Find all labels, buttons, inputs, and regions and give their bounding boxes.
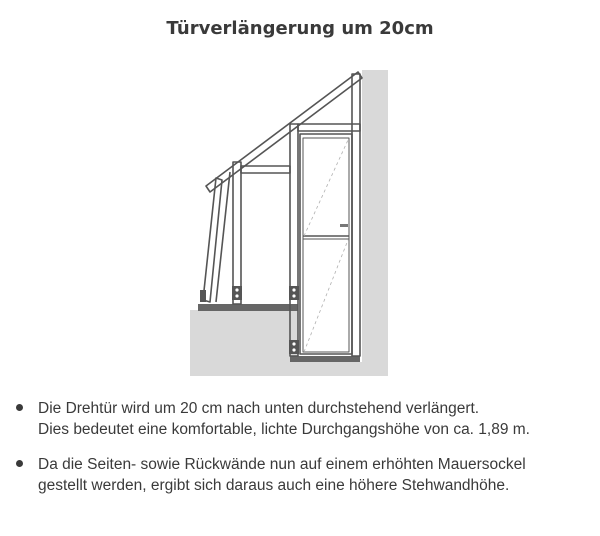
front-wall-line <box>216 172 230 302</box>
list-item <box>16 398 596 440</box>
bullet-text-line: Die Drehtür wird um 20 cm nach unten durchstehend verlängert. <box>38 400 480 417</box>
front-post <box>233 162 241 304</box>
base-beam <box>198 304 298 311</box>
upper-purlin <box>298 124 360 131</box>
rear-post <box>352 74 360 356</box>
lower-purlin <box>241 166 290 173</box>
bullet-icon <box>16 460 23 467</box>
page-title: Türverlängerung um 20cm <box>166 18 434 39</box>
list-item <box>16 454 596 496</box>
masonry-base <box>190 310 298 376</box>
door-sill <box>290 356 360 362</box>
bracket <box>232 286 242 300</box>
bullet-icon <box>16 404 23 411</box>
door-handle <box>340 224 348 227</box>
bullet-text-line: Dies bedeutet eine komfortable, lichte Durchgangshöhe von ca. 1,89 m. <box>38 421 530 438</box>
door-glass-diagonal <box>304 140 348 236</box>
bracket <box>289 340 299 354</box>
bracket <box>289 286 299 300</box>
door-glass-diagonal <box>304 240 348 352</box>
door-frame <box>300 134 352 354</box>
bullet-text-line: gestellt werden, ergibt sich daraus auch eine höhere Stehwandhöhe. <box>38 477 510 494</box>
bracket <box>200 290 206 302</box>
bullet-text-line: Da die Seiten- sowie Rückwände nun auf einem erhöhten Mauersockel <box>38 456 526 473</box>
lower-step <box>290 362 388 376</box>
info-bullet-list <box>16 398 596 510</box>
door-inner <box>303 138 349 352</box>
front-wall-strut <box>203 178 222 302</box>
back-wall <box>362 70 388 376</box>
